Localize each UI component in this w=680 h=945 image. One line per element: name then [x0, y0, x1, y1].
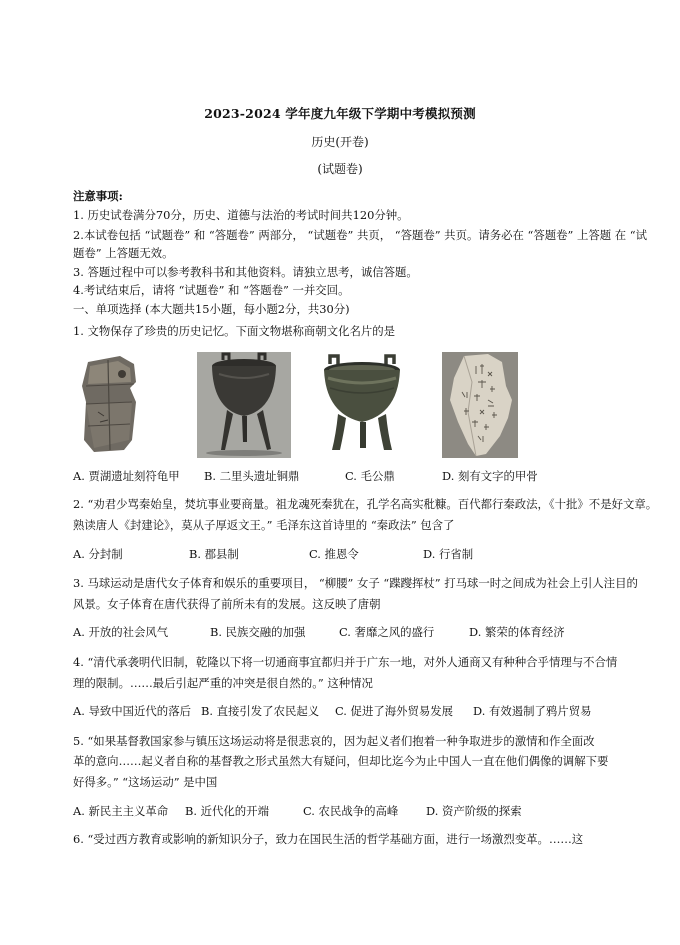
question-3-stem: 风景。女子体育在唐代获得了前所未有的发展。这反映了唐朝 — [73, 597, 381, 611]
question-5-stem: 好得多。” “这场运动” 是中国 — [73, 775, 218, 789]
option-b: B. 直接引发了农民起义 — [201, 704, 320, 718]
erlitou-bronze-ding-image — [197, 352, 291, 458]
question-1-stem: 1. 文物保存了珍贵的历史记忆。下面文物堪称商朝文化名片的是 — [73, 324, 396, 338]
option-c: C. 农民战争的高峰 — [303, 804, 399, 818]
question-1-options — [73, 468, 613, 484]
question-3-options — [73, 624, 613, 640]
option-d: D. 行省制 — [423, 547, 474, 561]
option-b: B. 民族交融的加强 — [210, 625, 306, 639]
question-5-options — [73, 803, 613, 819]
question-4-stem: 4. “清代承袭明代旧制，乾隆以下将一切通商事宜都归并于广东一地，对外人通商又有种种合乎情理与不合情 — [73, 655, 618, 669]
question-4-stem: 理的限制。……最后引起严重的冲突是很自然的。” 这种情况 — [73, 676, 373, 690]
question-5-stem: 5. “如果基督教国家参与镇压这场运动将是很悲哀的，因为起义者们抱着一种争取进步的激情和作全面改 — [73, 734, 595, 748]
question-2-stem: 2. “劝君少骂秦始皇，焚坑事业要商量。祖龙魂死秦犹在，孔学名高实秕糠。百代都行秦政法，《十批》不是好文章。 — [73, 497, 658, 511]
question-6-stem: 6. “受过西方教育或影响的新知识分子，致力在国民生活的哲学基础方面，进行一场激烈变革。……这 — [73, 832, 584, 846]
option-c: C. 推恩令 — [309, 547, 359, 561]
oracle-bone-image — [442, 352, 518, 458]
option-b: B. 近代化的开端 — [185, 804, 269, 818]
note-item: 题卷” 上答题无效。 — [73, 246, 174, 260]
tortoise-shell-image — [74, 352, 154, 458]
section-heading: 一、单项选择 (本大题共15小题，每小题2分，共30分) — [73, 302, 350, 316]
option-c: C. 促进了海外贸易发展 — [335, 704, 454, 718]
option-a: A. 新民主主义革命 — [73, 804, 169, 818]
option-c: C. 毛公鼎 — [345, 469, 395, 483]
note-item: 3. 答题过程中可以参考教科书和其他资料。请独立思考，诚信答题。 — [73, 265, 418, 279]
exam-subject: 历史(开卷) — [311, 135, 369, 149]
exam-title: 2023-2024 学年度九年级下学期中考模拟预测 — [204, 106, 476, 121]
option-c: C. 奢靡之风的盛行 — [339, 625, 435, 639]
maogong-ding-image — [316, 352, 408, 458]
note-item: 4.考试结束后，请将 “试题卷” 和 “答题卷” 一并交回。 — [73, 283, 350, 297]
question-2-options — [73, 546, 613, 562]
option-a: A. 分封制 — [73, 547, 123, 561]
question-2-stem: 熟读唐人《封建论》，莫从子厚返文王。” 毛泽东这首诗里的 “秦政法” 包含了 — [73, 518, 455, 532]
option-b: B. 郡县制 — [189, 547, 239, 561]
question-4-options — [73, 703, 613, 719]
option-d: D. 资产阶级的探索 — [426, 804, 522, 818]
option-b: B. 二里头遗址铜鼎 — [204, 469, 300, 483]
option-a: A. 开放的社会风气 — [73, 625, 169, 639]
option-d: D. 有效遏制了鸦片贸易 — [473, 704, 592, 718]
notes-heading: 注意事项: — [73, 189, 123, 203]
option-d: D. 繁荣的体育经济 — [469, 625, 565, 639]
exam-booklet-label: (试题卷) — [317, 162, 363, 176]
option-d: D. 刻有文字的甲骨 — [442, 469, 538, 483]
option-a: A. 导致中国近代的落后 — [73, 704, 191, 718]
note-item: 2.本试卷包括 “试题卷” 和 “答题卷” 两部分， “试题卷” 共页， “答题卷” 共页。请务必在 “答题卷” 上答题 在 “试 — [73, 228, 648, 242]
question-3-stem: 3. 马球运动是唐代女子体育和娱乐的重要项目， “柳腰” 女子 “蹀躞挥杖” 打马球一时之间成为社会上引人注目的 — [73, 576, 638, 590]
option-a: A. 贾湖遗址刻符龟甲 — [73, 469, 180, 483]
note-item: 1. 历史试卷满分70分，历史、道德与法治的考试时间共120分钟。 — [73, 208, 409, 222]
question-5-stem: 革的意向……起义者自称的基督教之形式虽然大有疑问，但却比迄今为止中国人一直在他们偶像的调解下要 — [73, 754, 609, 768]
